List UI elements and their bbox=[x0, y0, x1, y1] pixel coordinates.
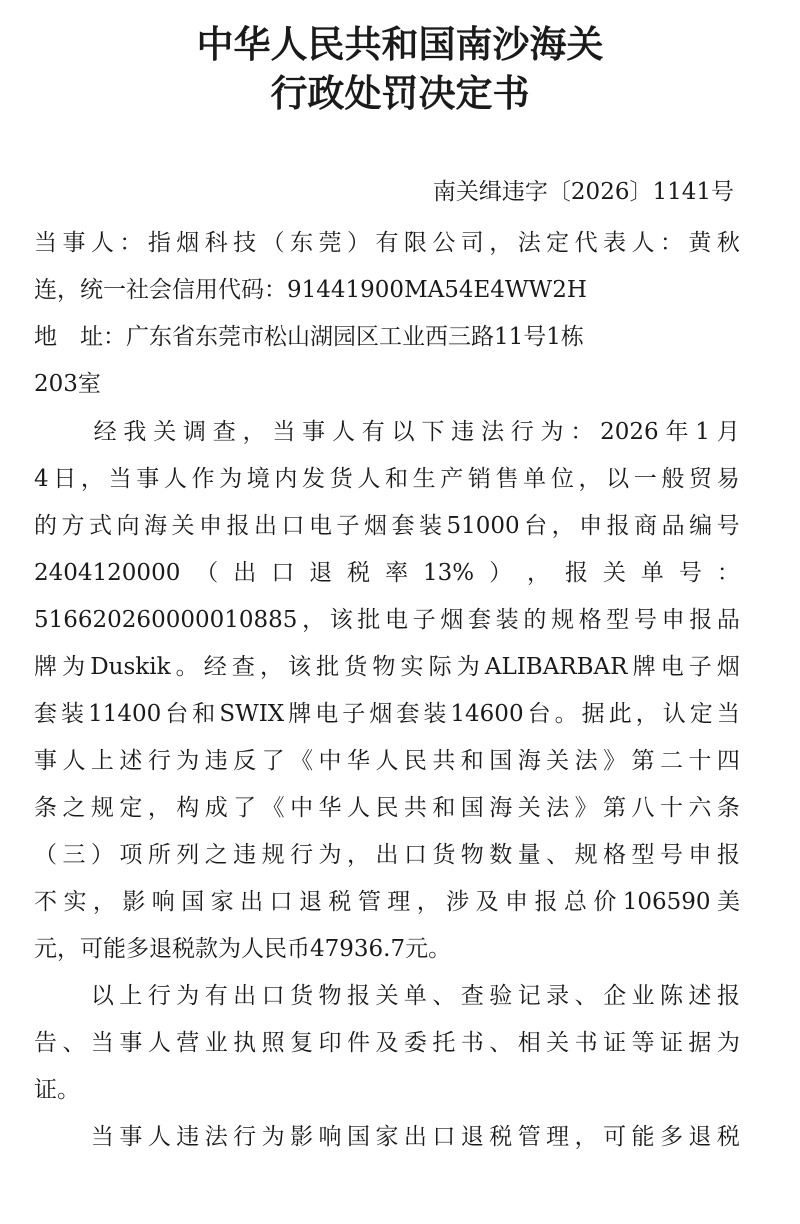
body-line: 告 、 当 事 人 营 业 执 照 复 印 件 及 委 托 书 、 相 关 书 证 等 证 据 为 bbox=[34, 1030, 740, 1056]
body-line: 2404120000 （ 出 口 退 税 率 13% ） ， 报 关 单 号 ： bbox=[34, 560, 740, 586]
body-line: 203室 bbox=[34, 371, 101, 397]
body-line: 套 装 11400 台 和 SWIX 牌 电 子 烟 套 装 14600 台 。 据 此 ， 认 定 当 bbox=[34, 701, 740, 727]
body-line: 地 址：广东省东莞市松山湖园区工业西三路11号1栋 bbox=[34, 324, 584, 350]
document-title-line2: 行政处罚决定书 bbox=[270, 72, 530, 115]
body-line: 不 实 ， 影 响 国 家 出 口 退 税 管 理 ， 涉 及 申 报 总 价 106590 美 bbox=[34, 889, 740, 915]
body-line: 元，可能多退税款为人民币47936.7元。 bbox=[34, 936, 452, 962]
body-line: 当 事 人 违 法 行 为 影 响 国 家 出 口 退 税 管 理 ， 可 能 多 退 税 bbox=[90, 1124, 740, 1150]
body-line: 经 我 关 调 查 ， 当 事 人 有 以 下 违 法 行 为 ： 2026 年 1 月 bbox=[93, 419, 740, 445]
body-line: 4 日 ， 当 事 人 作 为 境 内 发 货 人 和 生 产 销 售 单 位 ， 以 一 般 贸 易 bbox=[34, 466, 740, 492]
document-title-line1: 中华人民共和国南沙海关 bbox=[196, 23, 604, 66]
body-line: 条 之 规 定 ， 构 成 了 《 中 华 人 民 共 和 国 海 关 法 》 第 八 十 六 条 bbox=[34, 795, 740, 821]
body-line: 牌 为 Duskik 。 经 查 ， 该 批 货 物 实 际 为 ALIBARBAR 牌 电 子 烟 bbox=[34, 654, 740, 680]
body-line: 以 上 行 为 有 出 口 货 物 报 关 单 、 查 验 记 录 、 企 业 陈 述 报 bbox=[90, 983, 740, 1009]
body-line: 连，统一社会信用代码：91441900MA54E4WW2H bbox=[34, 277, 587, 303]
body-line: 当 事 人 ： 指 烟 科 技 （ 东 莞 ） 有 限 公 司 ， 法 定 代 表 人 ： 黄 秋 bbox=[34, 230, 740, 256]
body-line: 516620260000010885 ， 该 批 电 子 烟 套 装 的 规 格 型 号 申 报 品 bbox=[34, 607, 740, 633]
body-line: 的 方 式 向 海 关 申 报 出 口 电 子 烟 套 装 51000 台 ， 申 报 商 品 编 号 bbox=[34, 513, 740, 539]
body-line: 事 人 上 述 行 为 违 反 了 《 中 华 人 民 共 和 国 海 关 法 》 第 二 十 四 bbox=[34, 748, 740, 774]
body-line: （ 三 ） 项 所 列 之 违 规 行 为 ， 出 口 货 物 数 量 、 规 格 型 号 申 报 bbox=[34, 842, 740, 868]
body-line: 证。 bbox=[34, 1077, 80, 1103]
document-number: 南关缉违字〔2026〕1141号 bbox=[432, 179, 734, 205]
